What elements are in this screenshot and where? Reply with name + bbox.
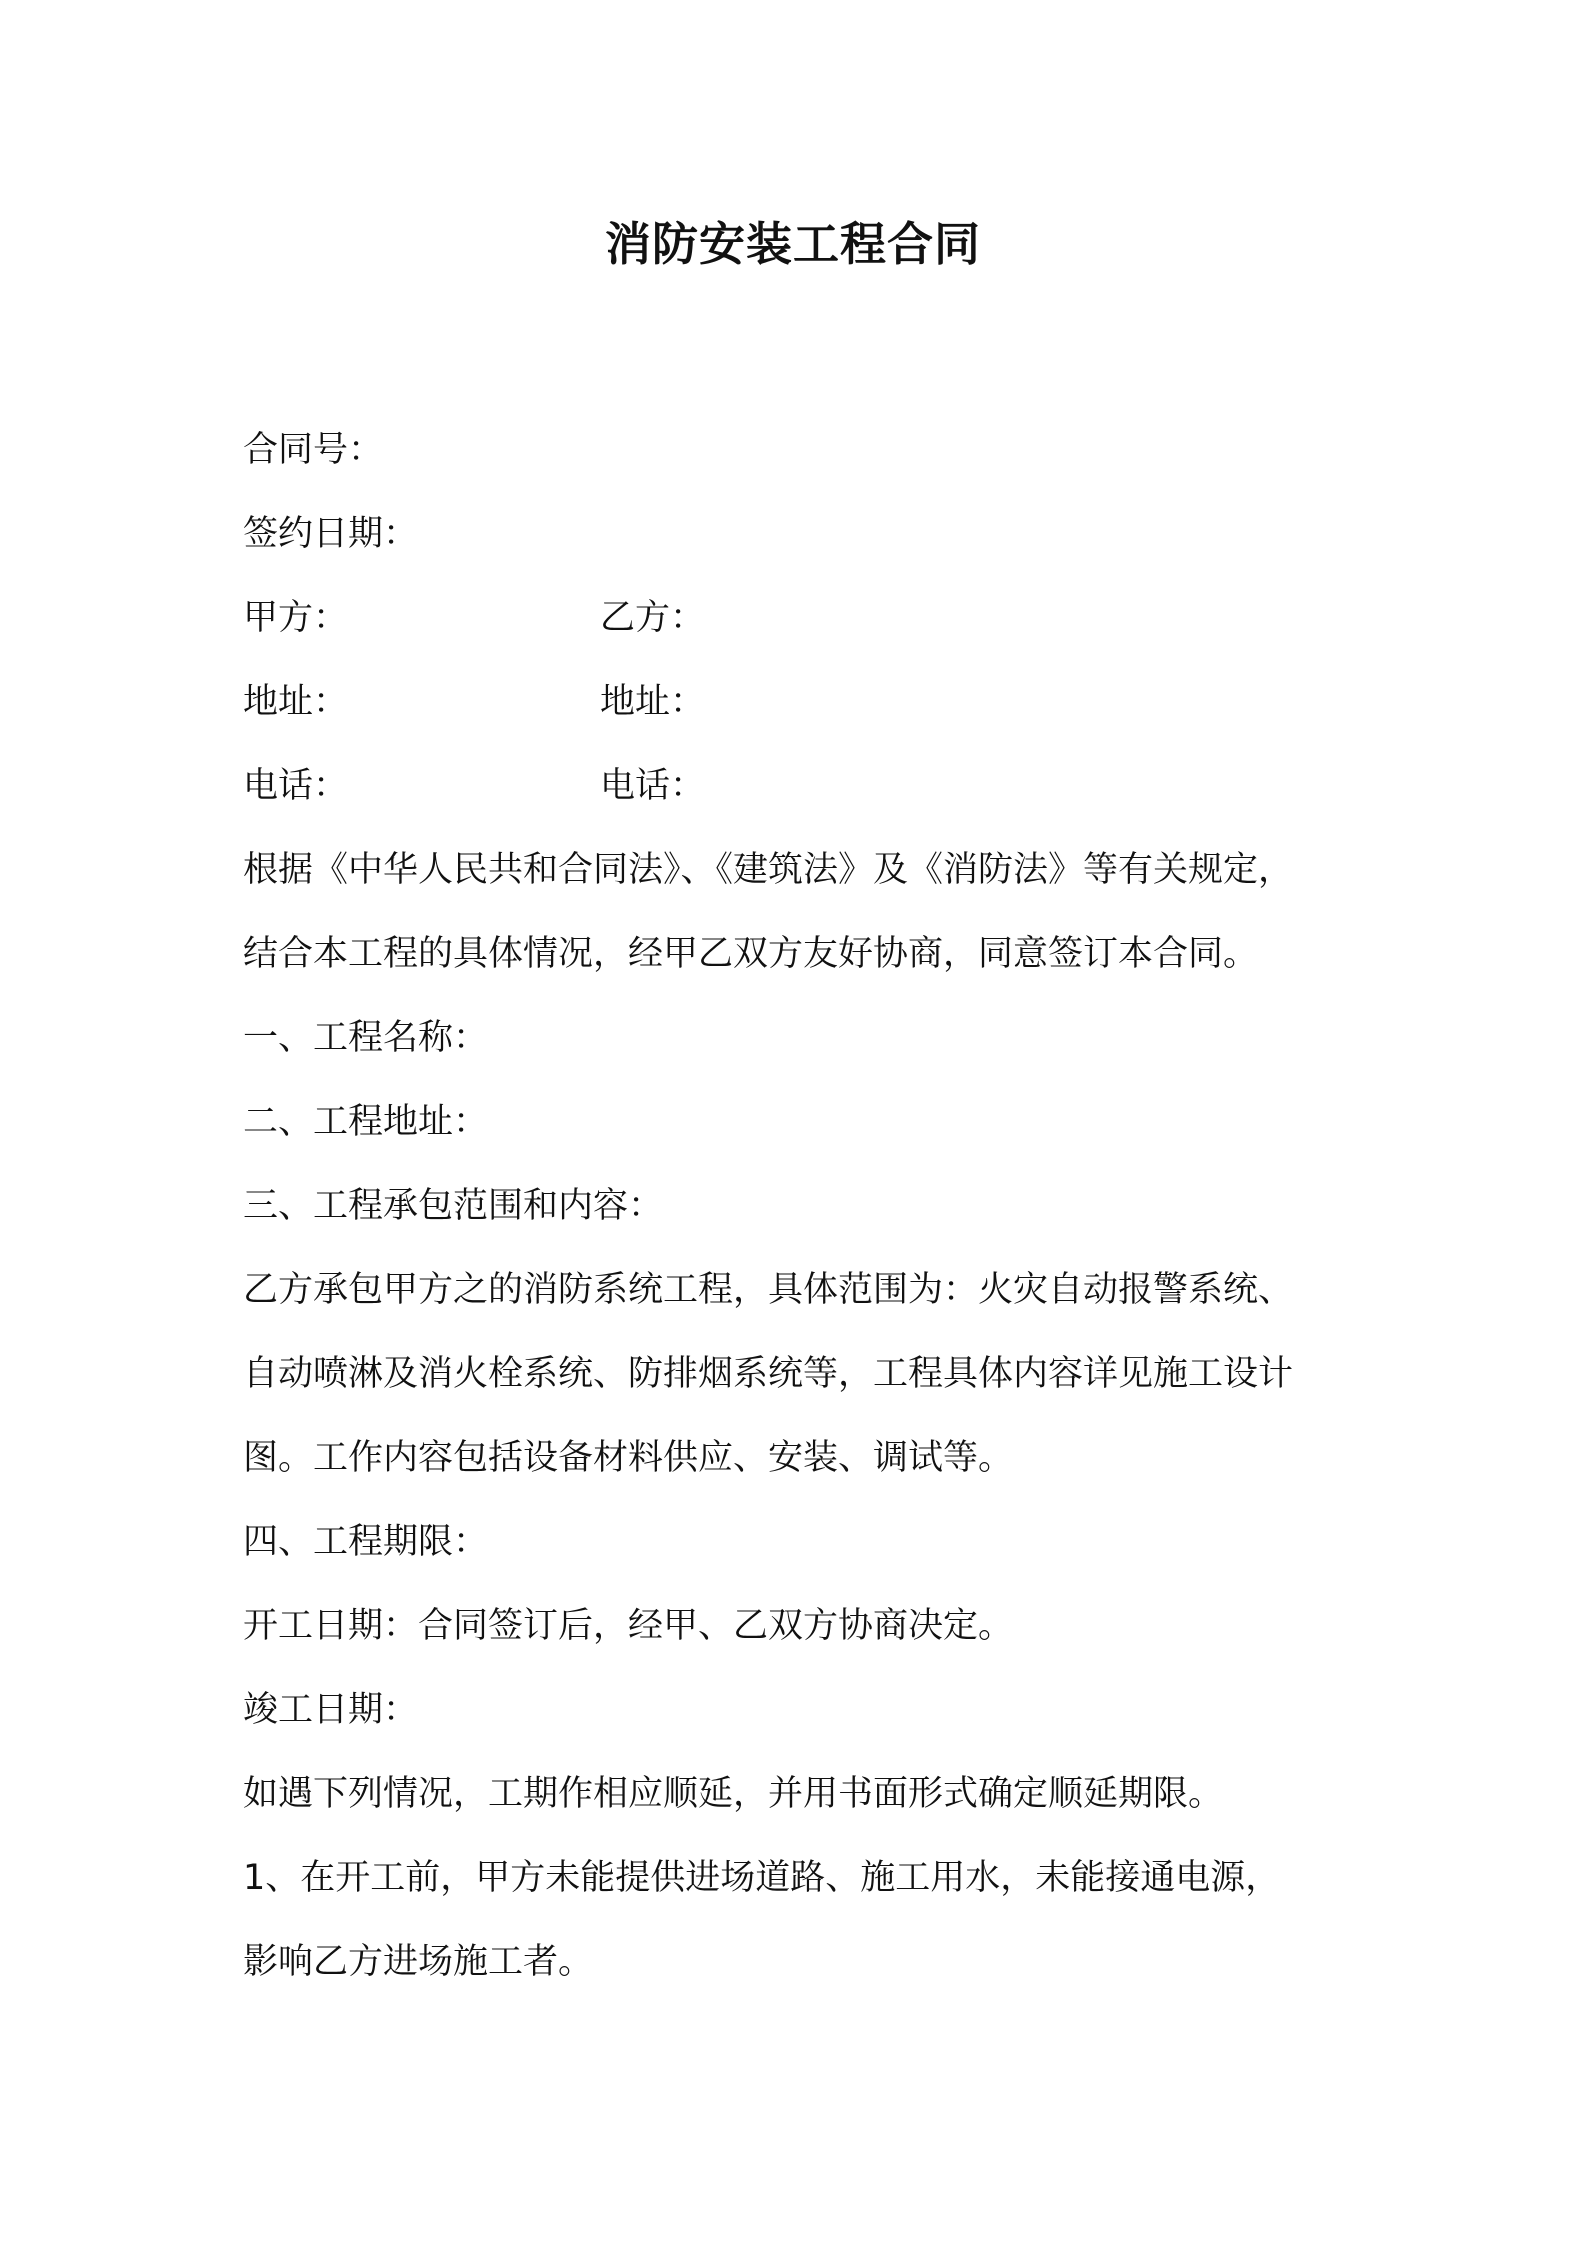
party-a-phone-label: 电话：	[243, 766, 349, 806]
party-a-address-label: 地址：	[243, 682, 349, 722]
section-project-name: 一、工程名称：	[243, 1018, 489, 1058]
party-row	[243, 576, 1383, 660]
party-b-label: 乙方：	[600, 598, 706, 638]
start-date-line: 开工日期：合同签订后，经甲、乙双方协商决定。	[243, 1606, 1014, 1646]
document-body	[243, 408, 1383, 2004]
phone-row	[243, 744, 1383, 828]
scope-line: 乙方承包甲方之的消防系统工程，具体范围为：火灾自动报警系统、	[243, 1270, 1294, 1310]
preamble-line: 根据《中华人民共和合同法》、《建筑法》及《消防法》等有关规定，	[243, 850, 1294, 890]
scope-line: 自动喷淋及消火栓系统、防排烟系统等，工程具体内容详见施工设计	[243, 1354, 1294, 1394]
document-title: 消防安装工程合同	[605, 217, 981, 271]
delay-intro-line: 如遇下列情况，工期作相应顺延，并用书面形式确定顺延期限。	[243, 1774, 1224, 1814]
preamble-line: 结合本工程的具体情况，经甲乙双方友好协商，同意签订本合同。	[243, 934, 1259, 974]
delay-item-line: 影响乙方进场施工者。	[243, 1942, 594, 1982]
end-date-line: 竣工日期：	[243, 1690, 419, 1730]
party-b-address-label: 地址：	[600, 682, 706, 722]
section-duration-heading: 四、工程期限：	[243, 1522, 489, 1562]
sign-date-field: 签约日期：	[243, 514, 419, 554]
scope-line: 图。工作内容包括设备材料供应、安装、调试等。	[243, 1438, 1014, 1478]
section-scope-heading: 三、工程承包范围和内容：	[243, 1186, 664, 1226]
party-a-label: 甲方：	[243, 598, 349, 638]
section-project-address: 二、工程地址：	[243, 1102, 489, 1142]
contract-number-field: 合同号：	[243, 430, 384, 470]
delay-item-line: 1、在开工前，甲方未能提供进场道路、施工用水，未能接通电源，	[243, 1858, 1281, 1898]
party-b-phone-label: 电话：	[600, 766, 706, 806]
address-row	[243, 660, 1383, 744]
